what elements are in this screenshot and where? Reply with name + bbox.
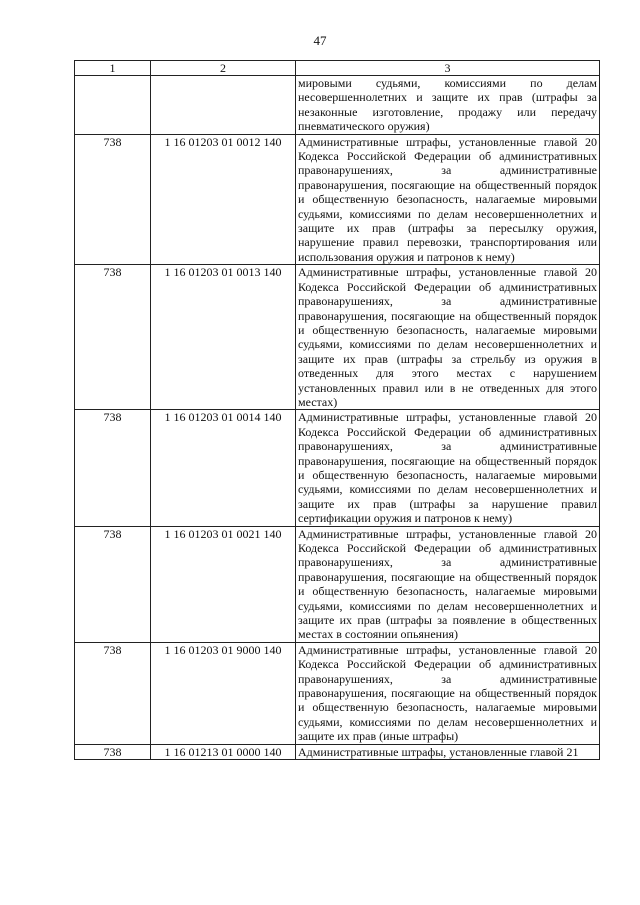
table-row — [75, 526, 600, 642]
row-code: 1 16 01203 01 0014 140 — [151, 410, 296, 526]
row-number: 738 — [75, 265, 151, 410]
row-description: Административные штрафы, установленные главой 20 Кодекса Российской Федерации об административных правонарушениях, за административные правонарушения, посягающие на общественный порядок и общественную безопасность, налагаемые мировыми судьями, комиссиями по делам несовершеннолетних и защите их прав (штрафы за нарушение правил сертификации оружия и патронов к нему) — [296, 410, 600, 526]
page-number: 47 — [313, 33, 327, 48]
row-description: мировыми судьями, комиссиями по делам несовершеннолетних и защите их прав (штрафы за незаконные изготовление, продажу или передачу пневматического оружия) — [296, 76, 600, 135]
row-number: 738 — [75, 744, 151, 759]
row-description: Административные штрафы, установленные главой 21 — [296, 744, 600, 759]
row-code — [151, 76, 296, 135]
row-description: Административные штрафы, установленные главой 20 Кодекса Российской Федерации об административных правонарушениях, за административные правонарушения, посягающие на общественный порядок и общественную безопасность, налагаемые мировыми судьями, комиссиями по делам несовершеннолетних и защите их прав (штрафы за появление в общественных местах в состоянии опьянения) — [296, 526, 600, 642]
table-row — [75, 744, 600, 759]
table-row — [75, 410, 600, 526]
header-col-2: 2 — [151, 61, 296, 76]
table-row — [75, 134, 600, 265]
document-table — [74, 60, 600, 760]
row-code: 1 16 01203 01 0021 140 — [151, 526, 296, 642]
table-row — [75, 76, 600, 135]
row-code: 1 16 01203 01 0013 140 — [151, 265, 296, 410]
table-row — [75, 265, 600, 410]
row-code: 1 16 01203 01 0012 140 — [151, 134, 296, 265]
header-col-3: 3 — [296, 61, 600, 76]
row-number — [75, 76, 151, 135]
table-row — [75, 642, 600, 744]
row-number: 738 — [75, 526, 151, 642]
row-description: Административные штрафы, установленные главой 20 Кодекса Российской Федерации об административных правонарушениях, за административные правонарушения, посягающие на общественный порядок и общественную безопасность, налагаемые мировыми судьями, комиссиями по делам несовершеннолетних и защите их прав (иные штрафы) — [296, 642, 600, 744]
row-number: 738 — [75, 642, 151, 744]
table-header-row — [75, 61, 600, 76]
row-code: 1 16 01203 01 9000 140 — [151, 642, 296, 744]
row-description: Административные штрафы, установленные главой 20 Кодекса Российской Федерации об административных правонарушениях, за административные правонарушения, посягающие на общественный порядок и общественную безопасность, налагаемые мировыми судьями, комиссиями по делам несовершеннолетних и защите их прав (штрафы за стрельбу из оружия в отведенных для этого местах с нарушением установленных правил или в не отведенных для этого местах) — [296, 265, 600, 410]
row-code: 1 16 01213 01 0000 140 — [151, 744, 296, 759]
row-number: 738 — [75, 410, 151, 526]
header-col-1: 1 — [75, 61, 151, 76]
row-description: Административные штрафы, установленные главой 20 Кодекса Российской Федерации об административных правонарушениях, за административные правонарушения, посягающие на общественный порядок и общественную безопасность, налагаемые мировыми судьями, комиссиями по делам несовершеннолетних и защите их прав (штрафы за пересылку оружия, нарушение правил перевозки, транспортирования или использования оружия и патронов к нему) — [296, 134, 600, 265]
row-number: 738 — [75, 134, 151, 265]
